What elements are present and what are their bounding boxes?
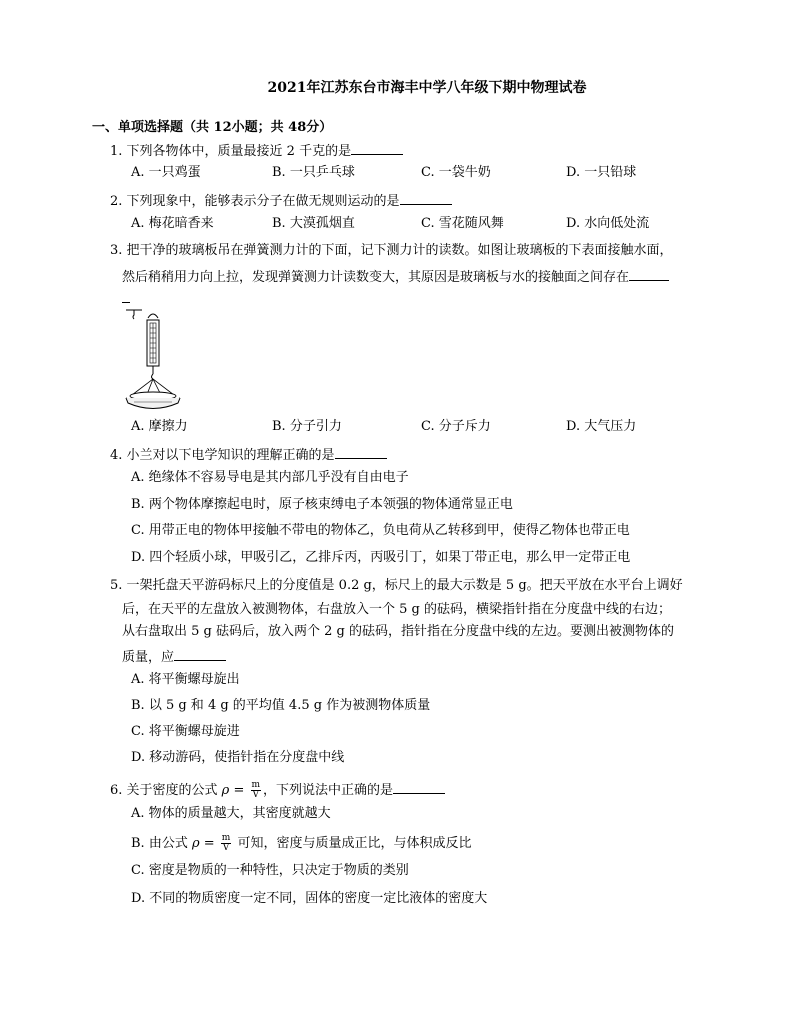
q2-option-a: A. 梅花暗香来: [131, 216, 214, 231]
answer-blank: [351, 141, 403, 155]
question-6-stem-post: ，下列说法中正确的是: [263, 783, 394, 798]
density-fraction: [251, 781, 262, 800]
q4-option-d: D. 四个轻质小球，甲吸引乙，乙排斥丙，丙吸引丁，如果丁带正电，那么甲一定带正电: [131, 550, 631, 565]
question-3-line-1: 3. 把干净的玻璃板吊在弹簧测力计的下面，记下测力计的读数。如图让玻璃板的下表面接触水面，: [110, 243, 673, 258]
q2-option-c: C. 雪花随风舞: [421, 216, 504, 231]
q6-option-c: C. 密度是物质的一种特性，只决定于物质的类别: [131, 863, 409, 878]
q6-option-d: D. 不同的物质密度一定不同，固体的密度一定比液体的密度大: [131, 891, 488, 906]
question-2-stem: 2. 下列现象中，能够表示分子在做无规则运动的是: [110, 194, 400, 209]
answer-blank: [400, 191, 452, 205]
q6-option-b-pre: B. 由公式: [131, 836, 192, 851]
question-5-stem: 质量，应: [122, 650, 175, 665]
q2-option-b: B. 大漠孤烟直: [272, 216, 355, 231]
question-6: [110, 780, 445, 800]
q3-option-b: B. 分子引力: [272, 419, 342, 434]
question-1-stem: 1. 下列各物体中，质量最接近 2 千克的是: [110, 144, 352, 159]
spring-scale-figure: [122, 308, 184, 414]
q1-option-c: C. 一袋牛奶: [421, 165, 491, 180]
question-1: [110, 141, 403, 161]
q5-option-d: D. 移动游码，使指针指在分度盘中线: [131, 750, 345, 765]
answer-blank: [335, 445, 387, 459]
q5-option-c: C. 将平衡螺母旋进: [131, 724, 240, 739]
question-4-stem: 4. 小兰对以下电学知识的理解正确的是: [110, 448, 335, 463]
q6-option-b-post: 可知，密度与质量成正比，与体积成反比: [233, 836, 472, 851]
answer-blank: [174, 647, 226, 661]
answer-blank: [393, 780, 445, 794]
q4-option-c: C. 用带正电的物体甲接触不带电的物体乙，负电荷从乙转移到甲，使得乙物体也带正电: [131, 523, 630, 538]
q6-option-a: A. 物体的质量越大，其密度就越大: [131, 806, 331, 821]
answer-blank: [629, 267, 669, 281]
q1-option-b: B. 一只乒乓球: [272, 165, 355, 180]
answer-blank-continued: [122, 289, 130, 309]
question-5-line-3: 从右盘取出 5 g 砝码后，放入两个 2 g 的砝码，指针指在分度盘中线的左边。要测出被测物体的: [122, 624, 674, 639]
q3-option-d: D. 大气压力: [566, 419, 637, 434]
section-heading: 一、单项选择题（共 12小题；共 48分）: [92, 120, 333, 135]
question-5-line-2: 后，在天平的左盘放入被测物体，右盘放入一个 5 g 的砝码，横梁指针指在分度盘中线的右边；: [122, 602, 671, 617]
equals-sign: =: [199, 836, 219, 851]
equals-sign: =: [229, 783, 249, 798]
fraction-numerator: m: [251, 780, 261, 790]
question-2: [110, 191, 452, 211]
q5-option-b: B. 以 5 g 和 4 g 的平均值 4.5 g 作为被测物体质量: [131, 698, 431, 713]
question-3-stem: 然后稍稍用力向上拉，发现弹簧测力计读数变大，其原因是玻璃板与水的接触面之间存在: [122, 270, 630, 285]
density-fraction: [221, 834, 232, 853]
exam-title: 2021年江苏东台市海丰中学八年级下期中物理试卷: [267, 80, 587, 96]
question-5-line-4: [122, 647, 226, 667]
q4-option-a: A. 绝缘体不容易导电是其内部几乎没有自由电子: [131, 470, 409, 485]
q4-option-b: B. 两个物体摩擦起电时，原子核束缚电子本领强的物体通常显正电: [131, 497, 513, 512]
q3-option-c: C. 分子斥力: [421, 419, 491, 434]
rho-symbol: ρ: [191, 836, 200, 851]
q6-option-b: [131, 834, 471, 853]
q1-option-d: D. 一只铅球: [566, 165, 637, 180]
question-4: [110, 445, 387, 465]
q2-option-d: D. 水向低处流: [566, 216, 650, 231]
rho-symbol: ρ: [221, 783, 230, 798]
q1-option-a: A. 一只鸡蛋: [131, 165, 201, 180]
fraction-numerator: m: [221, 833, 231, 843]
fraction-denominator: V: [222, 843, 230, 853]
question-6-stem-pre: 6. 关于密度的公式: [110, 783, 222, 798]
q3-option-a: A. 摩擦力: [131, 419, 188, 434]
question-3-line-2: [122, 267, 669, 287]
fraction-denominator: V: [252, 790, 260, 800]
question-5-line-1: 5. 一架托盘天平游码标尺上的分度值是 0.2 g，标尺上的最大示数是 5 g。把天平放在水平台上调好: [110, 578, 683, 593]
q5-option-a: A. 将平衡螺母旋出: [131, 672, 240, 687]
